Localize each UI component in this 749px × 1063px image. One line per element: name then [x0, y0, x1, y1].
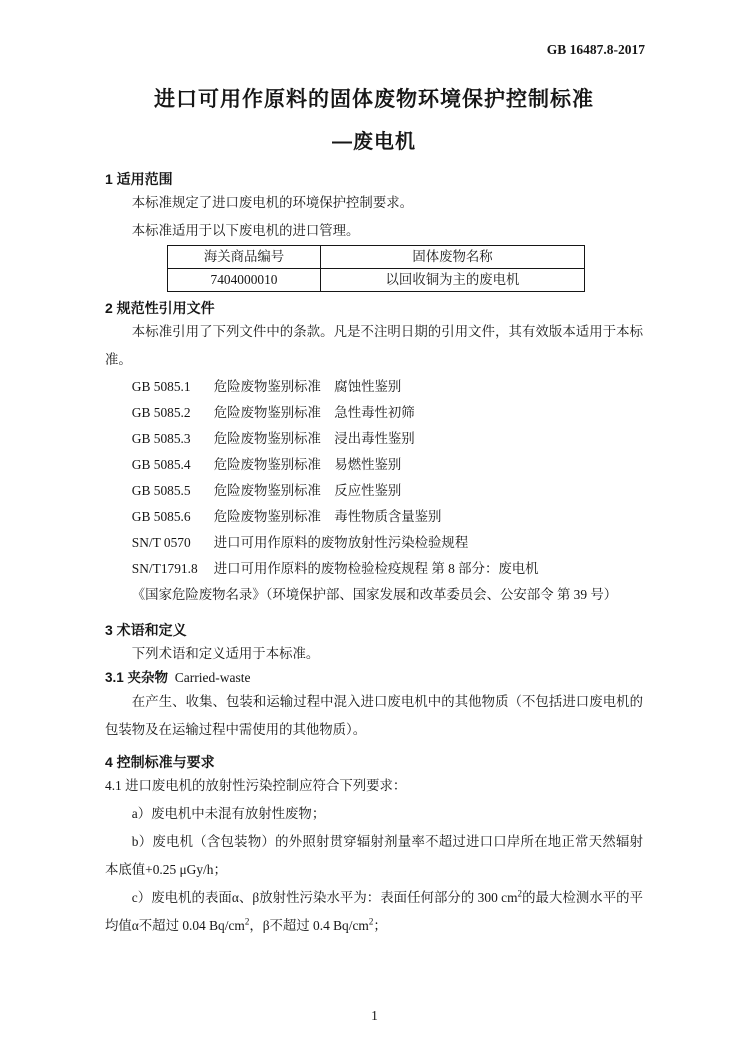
- table-header-waste-name: 固体废物名称: [321, 246, 585, 269]
- reference-code: GB 5085.6: [131, 509, 191, 524]
- section-2-heading: 2 规范性引用文件: [105, 300, 215, 316]
- item-c-text: 的最大检测水平的平均值α不超过 0.04 Bq/cm: [105, 890, 643, 933]
- section-3-heading: 3 术语和定义: [105, 622, 187, 638]
- table-header-row: [168, 246, 585, 269]
- reference-item: [105, 530, 643, 556]
- standard-number: GB 16487.8-2017: [546, 42, 645, 57]
- reference-code: GB 5085.1: [131, 379, 191, 394]
- clause-4-1-item-c: [105, 884, 643, 940]
- reference-title: 危险废物鉴别标准 浸出毒性鉴别: [213, 431, 415, 446]
- superscript: 2: [244, 916, 250, 927]
- superscript: 2: [368, 916, 374, 927]
- section-1-paragraph-2: 本标准适用于以下废电机的进口管理。: [131, 223, 360, 238]
- term-chinese: 3.1 夹杂物: [105, 670, 169, 685]
- clause-4-1-item-b: b）废电机（含包装物）的外照射贯穿辐射剂量率不超过进口口岸所在地正常天然辐射本底值+0.25 μGy/h；: [105, 834, 643, 877]
- reference-title: 危险废物鉴别标准 急性毒性初筛: [213, 405, 415, 420]
- reference-item: [105, 504, 643, 530]
- section-3-paragraph-1: 下列术语和定义适用于本标准。: [131, 646, 320, 661]
- section-2-intro: 本标准引用了下列文件中的条款。凡是不注明日期的引用文件，其有效版本适用于本标准。: [105, 324, 643, 367]
- table-row: [168, 269, 585, 292]
- page-number: 1: [371, 1008, 378, 1023]
- reference-code: SN/T 0570: [131, 535, 191, 550]
- reference-title: 进口可用作原料的废物检验检疫规程 第 8 部分：废电机: [213, 561, 539, 576]
- reference-item: [105, 478, 643, 504]
- section-4-heading: 4 控制标准与要求: [105, 754, 215, 770]
- document-title-line2: —废电机: [332, 131, 416, 153]
- reference-list: [105, 374, 643, 608]
- hs-code-table: [167, 245, 585, 292]
- reference-title: 危险废物鉴别标准 易燃性鉴别: [213, 457, 402, 472]
- reference-code: GB 5085.4: [131, 457, 191, 472]
- table-header-hs-code: 海关商品编号: [168, 246, 321, 269]
- reference-title: 危险废物鉴别标准 反应性鉴别: [213, 483, 402, 498]
- section-3-1-heading: [105, 668, 643, 688]
- reference-item: [105, 426, 643, 452]
- table-cell-waste-name: 以回收铜为主的废电机: [321, 269, 585, 292]
- document-content: [105, 82, 643, 940]
- reference-title: 危险废物鉴别标准 毒性物质含量鉴别: [213, 509, 442, 524]
- clause-4-1-item-a: a）废电机中未混有放射性废物；: [131, 806, 326, 821]
- item-c-text: ；: [373, 918, 387, 933]
- item-c-text: c）废电机的表面α、β放射性污染水平为：表面任何部分的 300 cm: [131, 890, 518, 905]
- reference-title: 进口可用作原料的废物放射性污染检验规程: [213, 535, 469, 550]
- term-definition: 在产生、收集、包装和运输过程中混入进口废电机中的其他物质（不包括进口废电机的包装物及在运输过程中需使用的其他物质）。: [105, 694, 643, 737]
- reference-code: GB 5085.5: [131, 483, 191, 498]
- reference-item: [105, 556, 643, 582]
- reference-item-catalog: 《国家危险废物名录》（环境保护部、国家发展和改革委员会、公安部令 第 39 号）: [131, 587, 618, 602]
- reference-code: GB 5085.2: [131, 405, 191, 420]
- section-1-heading: 1 适用范围: [105, 171, 173, 187]
- superscript: 2: [517, 888, 523, 899]
- table-cell-hs-code: 7404000010: [168, 269, 321, 292]
- reference-code: SN/T1791.8: [131, 561, 198, 576]
- document-title-line1: 进口可用作原料的固体废物环境保护控制标准: [154, 88, 594, 111]
- reference-item: [105, 452, 643, 478]
- reference-title: 危险废物鉴别标准 腐蚀性鉴别: [213, 379, 402, 394]
- reference-item: [105, 374, 643, 400]
- section-1-paragraph-1: 本标准规定了进口废电机的环境保护控制要求。: [131, 195, 413, 210]
- reference-code: GB 5085.3: [131, 431, 191, 446]
- reference-item: [105, 400, 643, 426]
- item-c-text: ，β不超过 0.4 Bq/cm: [249, 918, 369, 933]
- clause-4-1: 4.1 进口废电机的放射性污染控制应符合下列要求：: [105, 778, 407, 793]
- term-english: Carried-waste: [174, 670, 251, 685]
